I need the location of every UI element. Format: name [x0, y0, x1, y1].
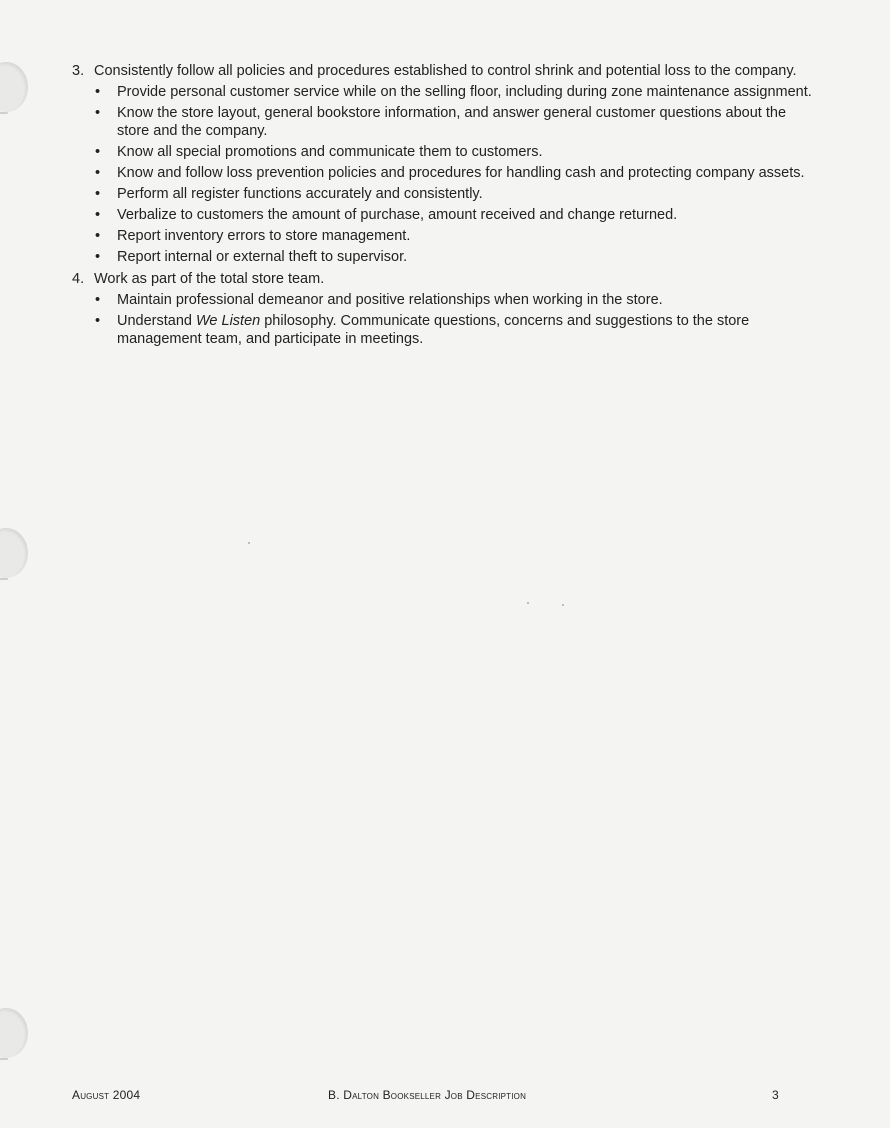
bullet-glyph: •	[95, 105, 101, 121]
list-item	[92, 312, 817, 348]
bullet-text: Maintain professional demeanor and positive relationships when working in the store.	[117, 292, 663, 308]
bullet-glyph: •	[95, 292, 101, 308]
bullet-glyph: •	[95, 165, 101, 181]
bullet-list	[72, 83, 817, 266]
item-number: 4.	[72, 271, 85, 287]
bullet-text: Verbalize to customers the amount of purchase, amount received and change returned.	[117, 207, 678, 223]
bullet-text: Know the store layout, general bookstore information, and answer general customer questions about the store and the company.	[117, 105, 787, 139]
paper-speck	[562, 604, 564, 606]
job-duties-list	[72, 62, 817, 352]
item-number: 3.	[72, 63, 85, 79]
paper-speck	[248, 542, 250, 544]
numbered-item-4	[72, 270, 817, 348]
item-heading: Consistently follow all policies and procedures established to control shrink and potential loss to the company.	[94, 63, 797, 79]
bullet-text-end: philosophy. Communicate questions, concerns and suggestions to the store management team, and participate in meetings.	[117, 313, 750, 347]
binder-hole	[0, 528, 28, 578]
list-item	[92, 291, 817, 309]
bullet-text: Report inventory errors to store management.	[117, 228, 411, 244]
bullet-text: Know all special promotions and communicate them to customers.	[117, 144, 543, 160]
bullet-text: Know and follow loss prevention policies and procedures for handling cash and protecting company assets.	[117, 165, 805, 181]
paper-speck	[527, 602, 529, 604]
numbered-item-3	[72, 62, 817, 266]
list-item	[92, 206, 817, 224]
list-item	[92, 143, 817, 161]
bullet-text: Report internal or external theft to supervisor.	[117, 249, 408, 265]
footer-date: August 2004	[72, 1088, 141, 1102]
binder-hole	[0, 62, 28, 112]
bullet-glyph: •	[95, 207, 101, 223]
list-item	[92, 248, 817, 266]
bullet-glyph: •	[95, 228, 101, 244]
bullet-glyph: •	[95, 249, 101, 265]
bullet-text: Provide personal customer service while on the selling floor, including during zone maintenance assignment.	[117, 84, 812, 100]
list-item	[92, 83, 817, 101]
bullet-text	[117, 312, 817, 348]
bullet-glyph: •	[95, 144, 101, 160]
page-number: 3	[772, 1088, 779, 1102]
philosophy-name: We Listen	[196, 313, 261, 329]
binder-hole	[0, 1008, 28, 1058]
list-item	[92, 185, 817, 203]
bullet-text-start: Understand	[117, 313, 196, 329]
bullet-glyph: •	[95, 313, 101, 329]
bullet-list	[72, 291, 817, 348]
list-item	[92, 164, 817, 182]
bullet-glyph: •	[95, 84, 101, 100]
list-item	[92, 104, 817, 140]
item-heading: Work as part of the total store team.	[94, 271, 325, 287]
bullet-glyph: •	[95, 186, 101, 202]
bullet-text: Perform all register functions accurately and consistently.	[117, 186, 483, 202]
footer-title: B. Dalton Bookseller Job Description	[328, 1088, 527, 1102]
list-item	[92, 227, 817, 245]
